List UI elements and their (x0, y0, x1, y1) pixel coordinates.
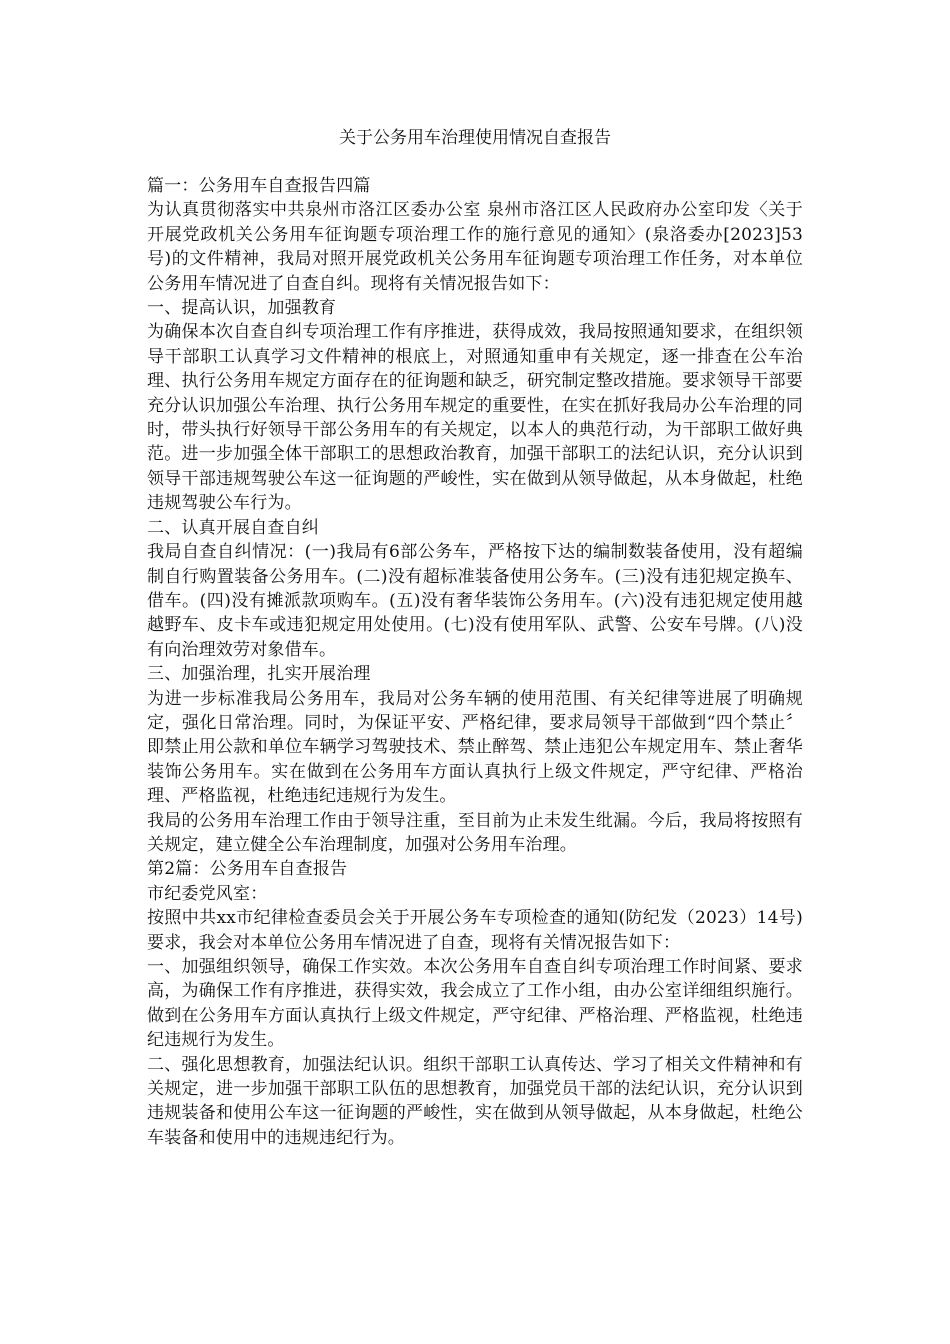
paragraph-conclusion: 我局的公务用车治理工作由于领导注重，至目前为止未发生纰漏。今后，我局将按照有关规定，建立健全公车治理制度，加强对公务用车治理。 (147, 810, 803, 855)
document-title: 关于公务用车治理使用情况自查报告 (339, 128, 611, 148)
heading-raise-awareness: 一、提高认识，加强教育 (147, 298, 337, 319)
intro-paragraph: 为认真贯彻落实中共泉州市洛江区委办公室 泉州市洛江区人民政府办公室印发〈关于开展党政机关公务用车征询题专项治理工作的施行意见的通知〉(泉洛委办[2023]53号)的文件精神，我局对照开展党政机关公务用车征询题专项治理工作任务，对本单位公务用车情况进了自查自纠。现将有关情况报告如下： (147, 200, 803, 294)
document-body (147, 174, 803, 1150)
heading-self-inspection: 二、认真开展自查自纠 (147, 517, 319, 538)
section-heading-part-1: 篇一：公务用车自查报告四篇 (147, 176, 371, 196)
paragraph-notice: 按照中共xx市纪律检查委员会关于开展公务车专项检查的通知(防纪发（2023）14号)要求，我会对本单位公务用车情况进了自查，现将有关情况报告如下： (147, 908, 803, 953)
salutation: 市纪委党风室： (147, 883, 268, 904)
heading-strengthen-management: 三、加强治理，扎实开展治理 (147, 664, 371, 685)
paragraph-education: 二、强化思想教育，加强法纪认识。组织干部职工认真传达、学习了相关文件精神和有关规定，进一步加强干部职工队伍的思想教育，加强党员干部的法纪认识，充分认识到违规装备和使用公车这一征询题的严峻性，实在做到从领导做起，从本身做起，杜绝公车装备和使用中的违规违纪行为。 (147, 1054, 803, 1148)
paragraph-organization: 一、加强组织领导，确保工作实效。本次公务用车自查自纠专项治理工作时间紧、要求高，为确保工作有序推进，获得实效，我会成立了工作小组，由办公室详细组织施行。做到在公务用车方面认真执行上级文件规定，严守纪律、严格治理、严格监视，杜绝违纪违规行为发生。 (147, 957, 803, 1051)
paragraph-raise-awareness: 为确保本次自查自纠专项治理工作有序推进，获得成效，我局按照通知要求，在组织领导干部职工认真学习文件精神的根底上，对照通知重申有关规定，逐一排查在公车治理、执行公务用车规定方面存在的征询题和缺乏，研究制定整改措施。要求领导干部要充分认识加强公车治理、执行公务用车规定的重要性，在实在抓好我局办公车治理的同时，带头执行好领导干部公务用车的有关规定，以本人的典范行动，为干部职工做好典范。进一步加强全体干部职工的思想政治教育，加强干部职工的法纪认识，充分认识到领导干部违规驾驶公车这一征询题的严峻性，实在做到从领导做起，从本身做起，杜绝违规驾驶公车行为。 (147, 322, 803, 514)
paragraph-strengthen-management: 为进一步标准我局公务用车，我局对公务车辆的使用范围、有关纪律等进展了明确规定，强化日常治理。同时，为保证平安、严格纪律，要求局领导干部做到“四个禁止〞即禁止用公款和单位车辆学习驾驶技术、禁止醉驾、禁止违犯公车规定用车、禁止奢华装饰公务用车。实在做到在公务用车方面认真执行上级文件规定，严守纪律、严格治理、严格监视，杜绝违纪违规行为发生。 (147, 688, 803, 807)
paragraph-self-inspection: 我局自查自纠情况：(一)我局有6部公务车，严格按下达的编制数装备使用，没有超编制自行购置装备公务用车。(二)没有超标准装备使用公务车。(三)没有违犯规定换车、借车。(四)没有摊派款项购车。(五)没有奢华装饰公务用车。(六)没有违犯规定使用越越野车、皮卡车或违犯规定用处使用。(七)没有使用军队、武警、公安车号牌。(八)没有向治理效劳对象借车。 (147, 542, 803, 660)
section-heading-part-2: 第2篇：公务用车自查报告 (147, 859, 348, 880)
